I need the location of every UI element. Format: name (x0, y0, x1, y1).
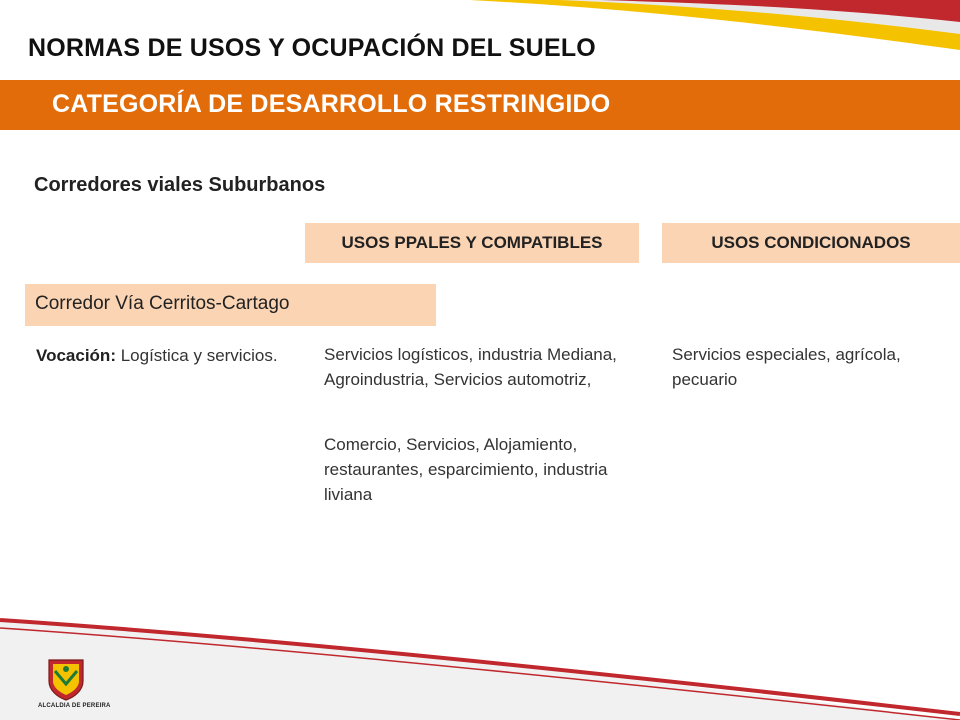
usos-principales-item: Comercio, Servicios, Alojamiento, restaurantes, esparcimiento, industria liviana (324, 435, 608, 504)
slide-title: NORMAS DE USOS Y OCUPACIÓN DEL SUELO (28, 34, 596, 62)
vocacion-label: Vocación: (36, 346, 116, 365)
category-banner (0, 80, 960, 130)
category-banner-text: CATEGORÍA DE DESARROLLO RESTRINGIDO (52, 90, 611, 118)
vocacion-text (36, 343, 286, 368)
column-header-usos-principales: USOS PPALES Y COMPATIBLES (305, 223, 639, 263)
bottom-decorative-swoosh (0, 600, 960, 720)
corridor-name-box (25, 284, 436, 326)
usos-principales-item: Servicios logísticos, industria Mediana, Agroindustria, Servicios automotriz, (324, 345, 617, 389)
column-header-usos-condicionados: USOS CONDICIONADOS (662, 223, 960, 263)
section-heading: Corredores viales Suburbanos (34, 174, 326, 196)
corridor-name: Corredor Vía Cerritos-Cartago (35, 293, 290, 314)
vocacion-value: Logística y servicios. (115, 346, 278, 365)
logo-caption: ALCALDIA DE PEREIRA (38, 703, 111, 709)
usos-condicionados-text: Servicios especiales, agrícola, pecuario (672, 345, 901, 389)
alcaldia-shield-logo (44, 657, 88, 701)
